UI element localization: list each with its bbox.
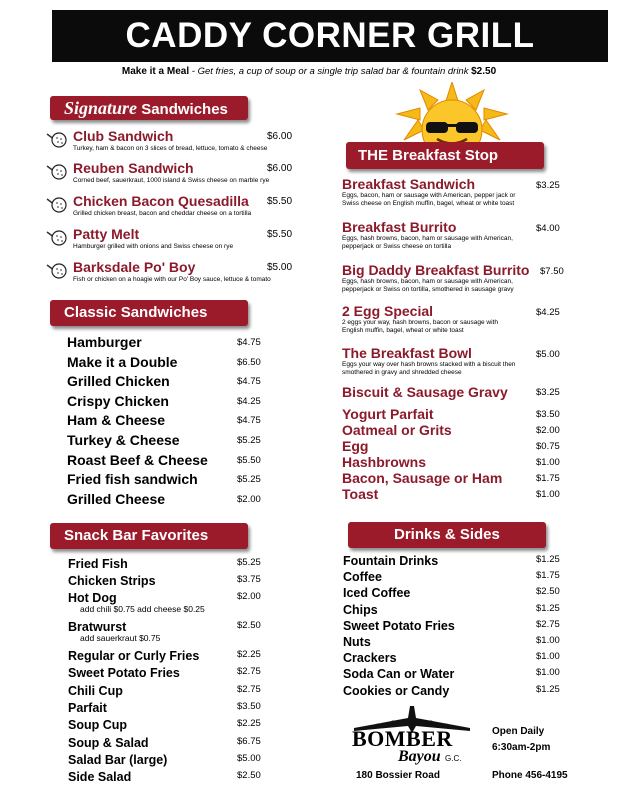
drink-item-price: $1.00 xyxy=(536,667,560,679)
classic-item-name: Grilled Cheese xyxy=(67,490,166,507)
classic-item-price: $5.25 xyxy=(237,474,261,486)
golf-ball-icon xyxy=(46,195,68,213)
drink-item-name: Sweet Potato Fries xyxy=(343,618,455,633)
snack-item-price: $3.50 xyxy=(237,701,261,712)
breakfast-item-description: smothered in gravy and shredded cheese xyxy=(342,369,462,376)
drink-item-name: Crackers xyxy=(343,651,397,666)
signature-item xyxy=(46,226,296,256)
breakfast-item-name: Big Daddy Breakfast Burrito xyxy=(342,262,530,278)
breakfast-item-name: 2 Egg Special xyxy=(342,303,434,319)
breakfast-item-name: Egg xyxy=(342,438,369,454)
classic-item xyxy=(67,373,307,391)
classic-sandwiches-header: Classic Sandwiches xyxy=(50,300,248,326)
classic-item xyxy=(67,452,307,470)
signature-item-description: Grilled chicken breast, bacon and cheddar cheese on a tortilla xyxy=(73,210,252,217)
breakfast-item xyxy=(342,176,572,207)
drink-item-name: Nuts xyxy=(343,635,371,649)
snack-item-addon: add sauerkraut $0.75 xyxy=(80,633,161,643)
classic-item-price: $6.50 xyxy=(237,356,261,368)
breakfast-item xyxy=(342,345,572,376)
snack-item-price: $2.75 xyxy=(237,684,261,695)
breakfast-item xyxy=(342,219,572,250)
signature-item-price: $5.00 xyxy=(267,262,293,273)
drink-item-name: Cookies or Candy xyxy=(343,683,450,698)
snack-item-price: $5.25 xyxy=(237,557,261,568)
breakfast-item-price: $1.00 xyxy=(536,457,560,468)
snack-item xyxy=(68,768,298,784)
drink-item-price: $1.25 xyxy=(536,602,560,614)
sun-mascot-icon xyxy=(392,82,512,148)
snack-item xyxy=(68,572,298,588)
classic-item-name: Ham & Cheese xyxy=(67,412,166,429)
drink-item xyxy=(343,633,563,649)
signature-word: Signature xyxy=(64,98,138,118)
address: 180 Bossier Road xyxy=(356,770,440,781)
snack-item xyxy=(68,555,298,571)
classic-item-name: Make it a Double xyxy=(67,353,178,370)
snack-item xyxy=(68,716,298,732)
classic-item-name: Fried fish sandwich xyxy=(67,471,198,488)
snack-item-price: $2.50 xyxy=(237,620,261,631)
snack-item-price: $2.25 xyxy=(237,649,261,660)
breakfast-item-price: $2.00 xyxy=(536,425,560,436)
drink-item xyxy=(343,601,563,617)
golf-ball-icon xyxy=(46,261,68,279)
drink-item-name: Fountain Drinks xyxy=(343,554,439,568)
breakfast-item-description: pepperjack or Swiss on tortilla, smothered in sausage gravy xyxy=(342,286,514,293)
breakfast-item-description: Eggs, hash browns, bacon, ham or sausage with American, xyxy=(342,235,513,242)
breakfast-item-name: Breakfast Burrito xyxy=(342,219,457,235)
classic-item-price: $4.75 xyxy=(237,337,261,348)
breakfast-item-name: Biscuit & Sausage Gravy xyxy=(342,384,508,400)
classic-item-price: $5.50 xyxy=(237,454,261,466)
signature-item-description: Fish or chicken on a hoagie with our Po' Boy sauce, lettuce & tomato xyxy=(73,276,271,283)
drink-item xyxy=(343,617,563,633)
classic-item xyxy=(67,393,307,411)
breakfast-item-price: $4.25 xyxy=(536,307,560,318)
breakfast-item-name: Oatmeal or Grits xyxy=(342,422,452,438)
snack-item-name: Soup Cup xyxy=(68,718,128,732)
drink-item-price: $1.00 xyxy=(536,651,560,663)
signature-item-name: Club Sandwich xyxy=(73,128,174,144)
drink-item-price: $1.25 xyxy=(536,554,560,565)
signature-item-price: $6.00 xyxy=(267,163,293,174)
snack-item-name: Fried Fish xyxy=(68,557,128,571)
classic-item-name: Crispy Chicken xyxy=(67,392,169,409)
signature-item-description: Hamburger grilled with onions and Swiss cheese on rye xyxy=(73,243,234,250)
snack-item-price: $2.00 xyxy=(237,591,261,602)
breakfast-item-description: Eggs, bacon, ham or sausage with American, pepper jack or xyxy=(342,192,516,199)
snack-item-name: Salad Bar (large) xyxy=(68,753,168,767)
meal-deal-description: - Get fries, a cup of soup or a single trip salad bar & fountain drink xyxy=(189,66,472,77)
signature-item-description: Turkey, ham & bacon on 3 slices of bread, lettuce, tomato & cheese xyxy=(73,145,268,152)
breakfast-item-name: Toast xyxy=(342,486,379,502)
breakfast-item-price: $1.75 xyxy=(536,473,560,484)
snack-item-name: Chili Cup xyxy=(68,684,123,698)
drink-item-price: $1.75 xyxy=(536,570,560,582)
classic-item-price: $5.25 xyxy=(237,435,261,446)
drink-item-name: Chips xyxy=(343,602,378,617)
drink-item xyxy=(343,649,563,665)
signature-item xyxy=(46,259,296,289)
logo-bomber-text: BOMBER xyxy=(352,726,453,751)
signature-item-name: Chicken Bacon Quesadilla xyxy=(73,193,249,209)
classic-item-price: $4.25 xyxy=(237,395,261,407)
snack-item-name: Side Salad xyxy=(68,770,132,784)
snack-item-price: $6.75 xyxy=(237,736,261,747)
bomber-bayou-logo xyxy=(348,704,476,770)
breakfast-item xyxy=(342,262,572,293)
classic-item xyxy=(67,334,307,352)
signature-item-price: $5.50 xyxy=(267,229,293,240)
breakfast-item-price: $0.75 xyxy=(536,441,560,452)
snack-item xyxy=(68,647,298,663)
breakfast-item xyxy=(342,486,572,504)
snack-item xyxy=(68,589,298,614)
hours-label: Open Daily xyxy=(492,726,545,737)
signature-sandwiches-header xyxy=(50,96,248,120)
drink-item xyxy=(343,665,563,681)
meal-deal-note xyxy=(0,66,618,77)
drink-item-name: Coffee xyxy=(343,570,382,585)
classic-item-name: Hamburger xyxy=(67,334,142,350)
signature-item-name: Barksdale Po' Boy xyxy=(73,259,196,275)
breakfast-item-name: Breakfast Sandwich xyxy=(342,176,476,192)
meal-deal-price: $2.50 xyxy=(471,66,497,77)
snack-item xyxy=(68,734,298,750)
drink-item-price: $2.50 xyxy=(536,586,560,598)
signature-heading-rest: Sandwiches xyxy=(137,101,228,118)
breakfast-item-description: English muffin, bagel, wheat or white toast xyxy=(342,327,464,334)
golf-ball-icon xyxy=(46,130,68,148)
breakfast-item-name: The Breakfast Bowl xyxy=(342,345,472,361)
signature-item-price: $5.50 xyxy=(267,196,293,207)
phone: Phone 456-4195 xyxy=(492,770,568,781)
snack-bar-header: Snack Bar Favorites xyxy=(50,523,248,549)
classic-item xyxy=(67,412,307,430)
signature-item xyxy=(46,160,296,190)
snack-item-name: Chicken Strips xyxy=(68,574,156,588)
snack-item-addon: add chili $0.75 add cheese $0.25 xyxy=(80,604,205,614)
breakfast-item-price: $5.00 xyxy=(536,349,560,360)
meal-deal-label: Make it a Meal xyxy=(121,66,190,77)
classic-item-price: $4.75 xyxy=(237,415,261,427)
breakfast-item-price: $3.50 xyxy=(536,409,560,420)
breakfast-item-price: $3.25 xyxy=(536,180,560,191)
snack-item-price: $3.75 xyxy=(237,574,261,585)
drink-item xyxy=(343,584,563,600)
breakfast-item-price: $1.00 xyxy=(536,489,560,500)
signature-item-name: Reuben Sandwich xyxy=(73,160,194,176)
drink-item xyxy=(343,552,563,568)
classic-item-name: Grilled Chicken xyxy=(67,373,170,390)
breakfast-item-price: $7.50 xyxy=(540,266,564,277)
snack-item xyxy=(68,751,298,767)
snack-item xyxy=(68,682,298,698)
snack-item-price: $5.00 xyxy=(237,753,261,764)
breakfast-item xyxy=(342,303,572,334)
breakfast-stop-header: THE Breakfast Stop xyxy=(346,142,544,169)
snack-item xyxy=(68,699,298,715)
classic-item xyxy=(67,471,307,489)
drink-item xyxy=(343,682,563,698)
snack-item-name: Regular or Curly Fries xyxy=(68,649,200,663)
logo-bayou-text: Bayou xyxy=(398,748,441,765)
golf-ball-icon xyxy=(46,162,68,180)
snack-item-name: Hot Dog xyxy=(68,591,117,605)
breakfast-item-description: Eggs, hash browns, bacon, ham or sausage with American, xyxy=(342,278,513,285)
classic-item-price: $4.75 xyxy=(237,376,261,388)
golf-ball-icon xyxy=(46,228,68,246)
snack-item-name: Parfait xyxy=(68,701,107,715)
drink-item xyxy=(343,568,563,584)
snack-item xyxy=(68,664,298,680)
snack-item xyxy=(68,618,298,643)
drink-item-price: $2.75 xyxy=(536,618,560,630)
breakfast-item-description: 2 eggs your way, hash browns, bacon or sausage with xyxy=(342,319,498,326)
breakfast-item-name: Bacon, Sausage or Ham xyxy=(342,470,503,486)
classic-item-name: Turkey & Cheese xyxy=(67,432,180,448)
page-title: CADDY CORNER GRILL xyxy=(52,10,608,62)
signature-item-price: $6.00 xyxy=(267,131,293,142)
signature-item xyxy=(46,193,296,223)
breakfast-item-name: Hashbrowns xyxy=(342,454,427,470)
breakfast-item-name: Yogurt Parfait xyxy=(342,406,434,422)
drinks-sides-header: Drinks & Sides xyxy=(348,522,546,548)
classic-item xyxy=(67,491,307,509)
snack-item-name: Soup & Salad xyxy=(68,736,149,750)
classic-item-price: $2.00 xyxy=(237,493,261,505)
drink-item-price: $1.25 xyxy=(536,683,560,695)
classic-item xyxy=(67,432,307,450)
classic-item xyxy=(67,354,307,372)
drink-item-name: Iced Coffee xyxy=(343,586,411,601)
breakfast-item-description: pepperjack or Swiss cheese on tortilla xyxy=(342,243,452,250)
breakfast-item-price: $3.25 xyxy=(536,387,560,398)
snack-item-name: Sweet Potato Fries xyxy=(68,666,180,680)
snack-item-price: $2.25 xyxy=(237,718,261,729)
breakfast-item-description: Eggs your way over hash browns stacked with a biscuit then xyxy=(342,361,516,368)
breakfast-item-description: Swiss cheese on English muffin, bagel, wheat or white toast xyxy=(342,200,515,207)
drink-item-name: Soda Can or Water xyxy=(343,667,455,682)
signature-item-description: Corned beef, sauerkraut, 1000 island & Swiss cheese on marble rye xyxy=(73,177,270,184)
snack-item-price: $2.50 xyxy=(237,770,261,781)
hours: 6:30am-2pm xyxy=(492,742,551,753)
classic-item-name: Roast Beef & Cheese xyxy=(67,451,208,468)
snack-item-price: $2.75 xyxy=(237,666,261,677)
drink-item-price: $1.00 xyxy=(536,635,560,646)
breakfast-item-price: $4.00 xyxy=(536,223,560,234)
snack-item-name: Bratwurst xyxy=(68,620,127,634)
signature-item-name: Patty Melt xyxy=(73,226,140,242)
signature-item xyxy=(46,128,296,158)
logo-gc-text: G.C. xyxy=(445,754,462,763)
breakfast-item xyxy=(342,384,572,402)
